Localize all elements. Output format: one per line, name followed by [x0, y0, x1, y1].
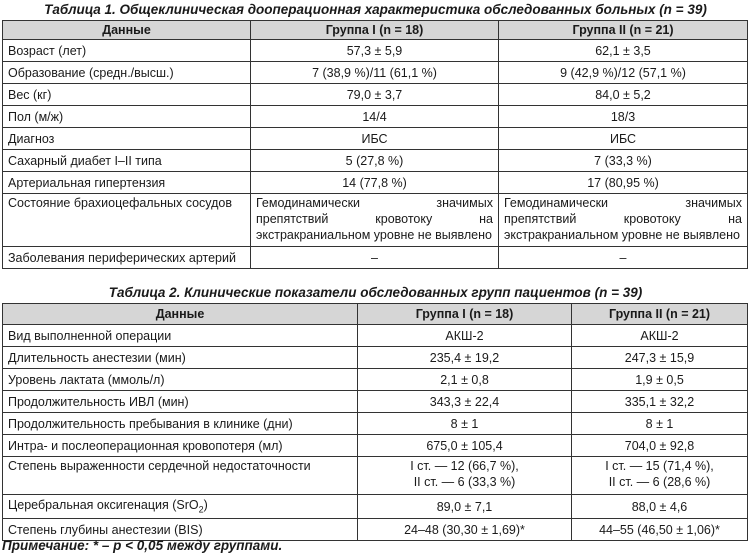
group2-value: Гемодинамически значимых препятствий кровотоку на экстракраниальном уровне не выявлено — [499, 194, 748, 247]
row-label: Продолжительность пребывания в клинике (дни) — [3, 413, 358, 435]
group2-value: 84,0 ± 5,2 — [499, 84, 748, 106]
row-label: Степень выраженности сердечной недостаточности — [3, 457, 358, 495]
table-row — [3, 194, 748, 247]
row-label: Диагноз — [3, 128, 251, 150]
table-row — [3, 62, 748, 84]
row-label: Сахарный диабет I–II типа — [3, 150, 251, 172]
row-label: Продолжительность ИВЛ (мин) — [3, 391, 358, 413]
group1-value: 14 (77,8 %) — [251, 172, 499, 194]
row-label — [3, 495, 358, 519]
table-row — [3, 435, 748, 457]
table-row — [3, 84, 748, 106]
group2-value: – — [499, 247, 748, 269]
table-row — [3, 495, 748, 519]
table1-header-row — [3, 21, 748, 40]
group1-value: 24–48 (30,30 ± 1,69)* — [358, 519, 572, 541]
group2-stage2: II ст. — 6 (28,6 %) — [608, 475, 711, 489]
row-label: Возраст (лет) — [3, 40, 251, 62]
table-row — [3, 391, 748, 413]
table-row — [3, 172, 748, 194]
row-label: Состояние брахиоцефальных сосудов — [3, 194, 251, 247]
table-row — [3, 325, 748, 347]
group1-value: 57,3 ± 5,9 — [251, 40, 499, 62]
row-label: Пол (м/ж) — [3, 106, 251, 128]
row-label: Степень глубины анестезии (BIS) — [3, 519, 358, 541]
group2-value: 17 (80,95 %) — [499, 172, 748, 194]
group2-value: 704,0 ± 92,8 — [572, 435, 748, 457]
group1-value: 675,0 ± 105,4 — [358, 435, 572, 457]
group2-stage1: I ст. — 15 (71,4 %), — [605, 459, 714, 473]
footnote-text: * – p < 0,05 между группами. — [89, 538, 283, 553]
group2-value: 44–55 (46,50 ± 1,06)* — [572, 519, 748, 541]
row-label-subscript: 2 — [198, 504, 204, 515]
group1-value: – — [251, 247, 499, 269]
table2-header-group2: Группа II (n = 21) — [572, 304, 748, 325]
row-label: Уровень лактата (ммоль/л) — [3, 369, 358, 391]
row-label: Артериальная гипертензия — [3, 172, 251, 194]
table2 — [2, 303, 748, 541]
row-label: Длительность анестезии (мин) — [3, 347, 358, 369]
group2-value: 8 ± 1 — [572, 413, 748, 435]
group2-value: 62,1 ± 3,5 — [499, 40, 748, 62]
table-row — [3, 40, 748, 62]
table2-header-group1: Группа I (n = 18) — [358, 304, 572, 325]
group1-stage1: I ст. — 12 (66,7 %), — [410, 459, 519, 473]
table1-caption: Таблица 1. Общеклиническая дооперационная характеристика обследованных больных (n = 39) — [44, 2, 707, 17]
group2-value: 9 (42,9 %)/12 (57,1 %) — [499, 62, 748, 84]
row-label-end: ) — [203, 498, 208, 513]
group2-value — [572, 457, 748, 495]
group1-value: ИБС — [251, 128, 499, 150]
table1 — [2, 20, 748, 269]
row-label: Интра- и послеоперационная кровопотеря (мл) — [3, 435, 358, 457]
table-row — [3, 457, 748, 495]
group2-value: 335,1 ± 32,2 — [572, 391, 748, 413]
table1-header-data: Данные — [3, 21, 251, 40]
group2-value: 1,9 ± 0,5 — [572, 369, 748, 391]
group1-value: 2,1 ± 0,8 — [358, 369, 572, 391]
table2-header-data: Данные — [3, 304, 358, 325]
table1-header-group2: Группа II (n = 21) — [499, 21, 748, 40]
table-row — [3, 150, 748, 172]
footnote-label: Примечание: — [2, 538, 90, 553]
group1-value: 89,0 ± 7,1 — [358, 495, 572, 519]
table2-caption: Таблица 2. Клинические показатели обследованных групп пациентов (n = 39) — [108, 285, 643, 300]
footnote — [2, 538, 282, 553]
group2-value: 7 (33,3 %) — [499, 150, 748, 172]
row-label: Заболевания периферических артерий — [3, 247, 251, 269]
group1-value: Гемодинамически значимых препятствий кровотоку на экстракраниальном уровне не выявлено — [251, 194, 499, 247]
table-row — [3, 347, 748, 369]
group1-stage2: II ст. — 6 (33,3 %) — [413, 475, 516, 489]
group2-value: 18/3 — [499, 106, 748, 128]
row-label: Вес (кг) — [3, 84, 251, 106]
row-label: Образование (средн./высш.) — [3, 62, 251, 84]
table1-header-group1: Группа I (n = 18) — [251, 21, 499, 40]
group1-value: 343,3 ± 22,4 — [358, 391, 572, 413]
row-label-main: Церебральная оксигенация (SrO — [8, 498, 199, 513]
table-row — [3, 106, 748, 128]
table2-header-row — [3, 304, 748, 325]
group1-value: 14/4 — [251, 106, 499, 128]
group1-value: 5 (27,8 %) — [251, 150, 499, 172]
group1-value: 7 (38,9 %)/11 (61,1 %) — [251, 62, 499, 84]
table-row — [3, 247, 748, 269]
group1-value: 8 ± 1 — [358, 413, 572, 435]
table-row — [3, 413, 748, 435]
group2-value: 88,0 ± 4,6 — [572, 495, 748, 519]
table-row — [3, 128, 748, 150]
group2-value: ИБС — [499, 128, 748, 150]
group1-value — [358, 457, 572, 495]
row-label: Вид выполненной операции — [3, 325, 358, 347]
group1-value: АКШ-2 — [358, 325, 572, 347]
group1-value: 79,0 ± 3,7 — [251, 84, 499, 106]
table-row — [3, 369, 748, 391]
group2-value: АКШ-2 — [572, 325, 748, 347]
group2-value: 247,3 ± 15,9 — [572, 347, 748, 369]
group1-value: 235,4 ± 19,2 — [358, 347, 572, 369]
